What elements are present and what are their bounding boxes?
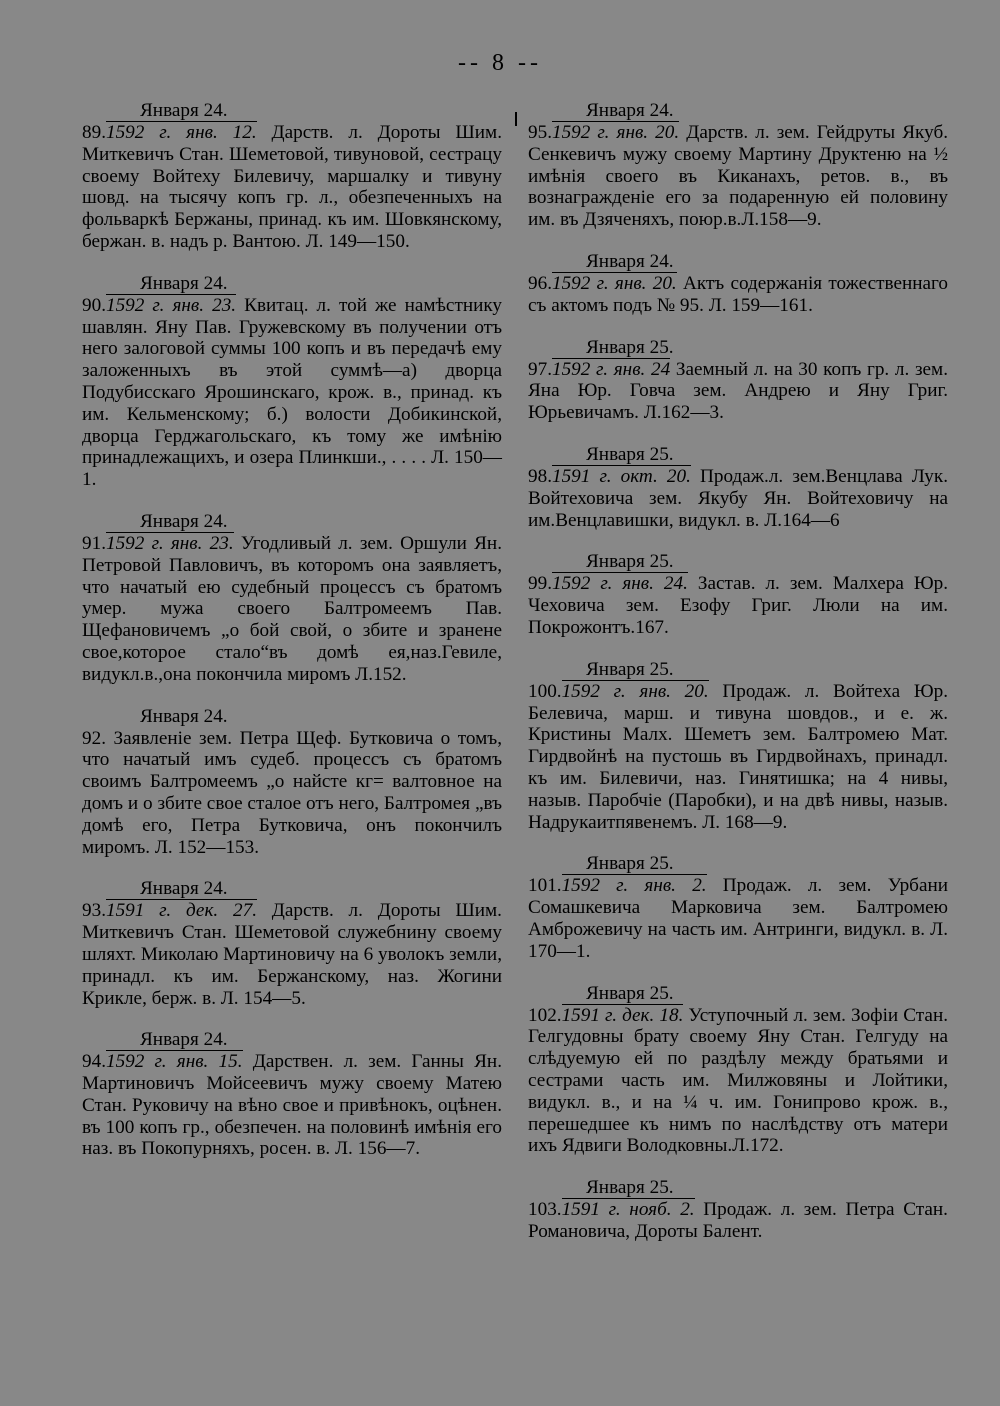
entry-date-header: 1591 г. дек. 18. bbox=[561, 1004, 684, 1026]
entry-date: Января 25. bbox=[586, 982, 674, 1004]
entry-date: Января 25. bbox=[586, 658, 674, 680]
entry-number: 90. bbox=[82, 294, 106, 316]
entry-date: Января 25. bbox=[586, 336, 674, 358]
entry-body bbox=[528, 359, 948, 424]
entry-body bbox=[82, 122, 502, 253]
page-number: -- 8 -- bbox=[458, 50, 542, 76]
entry-number: 97. bbox=[528, 358, 552, 380]
entry-text: Застав. л. зем. Малхера Юр. Чеховича зем. Езофу Григ. Люли на им. Покрожонтъ.167. bbox=[528, 573, 948, 638]
entry-number: 91. bbox=[82, 532, 106, 554]
right-column bbox=[528, 100, 948, 1263]
entry-date-header: 1591 г. окт. 20. bbox=[551, 465, 691, 487]
entry-date-header: 1591 г. нояб. 2. bbox=[561, 1199, 695, 1221]
register-entry bbox=[528, 983, 948, 1158]
register-entry bbox=[82, 100, 502, 253]
entry-body bbox=[528, 273, 948, 317]
register-entry bbox=[528, 337, 948, 424]
entry-text: Заемный л. на 30 копъ гр. л. зем. Яна Юр. Говча зем. Андрею и Яну Григ. Юрьевичамъ. Л.162—3. bbox=[528, 358, 948, 424]
entry-date-header: 1592 г. янв. 15. bbox=[105, 1051, 243, 1073]
entry-body bbox=[528, 875, 948, 962]
entry-body bbox=[82, 295, 502, 491]
entry-text: Продаж. л. Войтеха Юр. Белевича, марш. и тивуна шовдов., и е. ж. Кристины Малх. Шеметъ зем. Балтромею Мат. Гирдвойнѣ на пустошь въ Гирдвойнахъ, принадл. къ им. Билевичи, наз. Гинятишка; на 4 нивы, назыв. Паробчіе (Паробки), и на двѣ нивы, назыв. Надрукаитпявенемъ. Л. 168—9. bbox=[528, 680, 948, 833]
entry-text: Уступочный л. зем. Зофіи Стан. Гелгудовны брату своему Яну Стан. Гелгуду на слѣдуемую ей по раздѣлу между братьями и сестрами часть им. Милжовяны и Лойтики, видукл. в., и на ¼ ч. им. Гонипрово крож. в., перешедшее къ нимъ по наслѣдству отъ матери ихъ Ядвиги Володковны.Л.172. bbox=[528, 1004, 949, 1157]
entry-text: Продаж. л. зем. Петра Стан. Романовича, Дороты Балент. bbox=[528, 1199, 948, 1242]
entry-date: Января 25. bbox=[586, 853, 674, 875]
entry-text: Дарств. л. зем. Гейдруты Якуб. Сенкевичъ мужу своему Мартину Друктеню на ½ имѣнія своего въ Киканахъ, ретов. в., въ вознагражденіе его за подаренную ей половину им. въ Дзяченяхъ, поюр.в.Л.158—9. bbox=[528, 122, 949, 231]
entry-number: 100. bbox=[528, 680, 562, 702]
entry-body bbox=[528, 681, 948, 834]
entry-number: 94. bbox=[82, 1051, 106, 1073]
entry-number: 93. bbox=[82, 900, 106, 922]
entry-number: 102. bbox=[528, 1004, 562, 1026]
register-entry bbox=[528, 1177, 948, 1243]
entry-date: Января 24. bbox=[140, 100, 228, 121]
entry-number: 89. bbox=[82, 122, 106, 143]
entry-text: Дарств. л. Дороты Шим. Миткевичъ Стан. Шеметовой служебнину своему шляхт. Миколаю Мартиновичу на 6 уволокъ земли, принадл. къ им. Бержанскому, наз. Жогини Крикле, берж. в. Л. 154—5. bbox=[82, 900, 502, 1009]
register-entry bbox=[528, 251, 948, 317]
entry-body bbox=[528, 1199, 948, 1243]
register-entry bbox=[82, 706, 502, 859]
entry-number: 103. bbox=[528, 1199, 562, 1221]
entry-body bbox=[528, 466, 948, 531]
entry-date-header: 1592 г. янв. 20. bbox=[551, 272, 677, 294]
entry-date-header: 1592 г. янв. 20. bbox=[551, 122, 680, 143]
entry-date: Января 24. bbox=[586, 250, 674, 272]
entry-body bbox=[528, 573, 948, 638]
entry-number: 101. bbox=[528, 875, 562, 897]
entry-date: Января 24. bbox=[140, 705, 228, 727]
entry-date: Января 24. bbox=[140, 1029, 228, 1051]
entry-number: 96. bbox=[528, 272, 552, 294]
register-entry bbox=[528, 444, 948, 531]
entry-date: Января 25. bbox=[586, 443, 674, 465]
register-entry bbox=[528, 659, 948, 834]
entry-body bbox=[82, 728, 502, 859]
entry-date-header: 1592 г. янв. 2. bbox=[561, 875, 707, 897]
entry-text: Дарств. л. Дороты Шим. Миткевичъ Стан. Шеметовой, тивуновой, сестрацу своему Войтеху Билевичу, маршалку и тивуну шовд. на тысячу копъ гр. л., обезпеченныхъ на фольваркѣ Бержаны, принад. къ им. Шовкянскому, бержан. в. надъ р. Вантою. Л. 149—150. bbox=[82, 122, 502, 252]
entry-date-header: 1592 г. янв. 23. bbox=[105, 532, 234, 554]
entry-number: 98. bbox=[528, 465, 552, 487]
entry-date-header: 1592 г. янв. 24 bbox=[551, 358, 671, 380]
entry-date-header: 1592 г. янв. 24. bbox=[551, 573, 688, 595]
register-entry bbox=[528, 853, 948, 962]
entry-text: Угодливый л. зем. Оршули Ян. Петровой Павловичъ, въ которомъ она заявляетъ, что начатый ею судебный процессъ съ братомъ умер. мужа своего Балтромеемъ Пав. Щефановичемъ „о бой свой, о збите и зранене свое,которое стало“въ домѣ ея,наз.Гевиле, видукл.в.,она покончила миромъ Л.152. bbox=[82, 532, 503, 685]
entry-body bbox=[528, 122, 948, 231]
entry-date: Января 25. bbox=[586, 551, 674, 573]
entry-date: Января 24. bbox=[140, 272, 228, 294]
entry-text: Продаж. л. зем. Урбани Сомашкевича Марковича зем. Балтромею Амброжевичу на часть им. Антринги, видукл. в. Л. 170—1. bbox=[528, 875, 948, 962]
entry-text: Дарствен. л. зем. Ганны Ян. Мартиновичъ Мойсеевичъ мужу своему Матею Стан. Руковичу на вѣно свое и привѣнокъ, оцѣнен. въ 100 копъ гр., обезпечен. на половинѣ имѣнія его наз. въ Покопурняхъ, росен. в. Л. 156—7. bbox=[82, 1051, 503, 1160]
entry-text: Актъ содержанія тожественнаго съ актомъ подъ № 95. Л. 159—161. bbox=[528, 272, 949, 316]
left-column bbox=[82, 100, 502, 1180]
register-entry bbox=[82, 273, 502, 491]
entry-text: Заявленіе зем. Петра Щеф. Бутковича о томъ, что начатый имъ судеб. процессъ съ братомъ своимъ Балтромеемъ „о найсте кг= валтовное на домъ и о збите свое сталое отъ него, Балтромея „въ домѣ его, Петра Бутковича, онъ покончилъ миромъ. Л. 152—153. bbox=[82, 727, 502, 858]
entry-date: Января 24. bbox=[140, 878, 228, 900]
entry-number: 92. bbox=[82, 727, 106, 749]
entry-number: 99. bbox=[528, 573, 552, 595]
register-entry bbox=[82, 511, 502, 686]
entry-body bbox=[82, 1051, 502, 1160]
entry-date-header: 1592 г. янв. 20. bbox=[561, 680, 709, 702]
entry-text: Продаж.л. зем.Венцлава Лук. Войтеховича зем. Якубу Ян. Войтеховичу на им.Венцлавишки, видукл. в. Л.164—6 bbox=[528, 465, 949, 531]
entry-body bbox=[528, 1005, 948, 1158]
entry-date: Января 24. bbox=[140, 510, 228, 532]
entry-text: Квитац. л. той же намѣстнику шавлян. Яну Пав. Гружевскому въ получении отъ него залоговой суммы 100 копъ и въ передачѣ ему заложенныхъ въ этой суммѣ—а) дворца Подубисскаго Ярошинскаго, крож. в., принад. къ им. Кельменскому; б.) волости Добикинской, дворца Герджагольскаго, къ тому же имѣнію принадлежащихъ, и озера Плинкши., . . . . Л. 150—1. bbox=[82, 294, 503, 491]
entry-date-header: 1592 г. янв. 23. bbox=[105, 294, 237, 316]
column-divider bbox=[515, 112, 517, 126]
entry-body bbox=[82, 533, 502, 686]
register-entry bbox=[528, 551, 948, 638]
entry-date: Января 24. bbox=[586, 100, 674, 121]
entry-date-header: 1592 г. янв. 12. bbox=[105, 122, 257, 143]
register-entry bbox=[82, 1029, 502, 1160]
register-entry bbox=[82, 878, 502, 1009]
entry-body bbox=[82, 900, 502, 1009]
entry-date: Января 25. bbox=[586, 1177, 674, 1199]
entry-date-header: 1591 г. дек. 27. bbox=[105, 900, 257, 922]
entry-number: 95. bbox=[528, 122, 552, 143]
register-entry bbox=[528, 100, 948, 231]
